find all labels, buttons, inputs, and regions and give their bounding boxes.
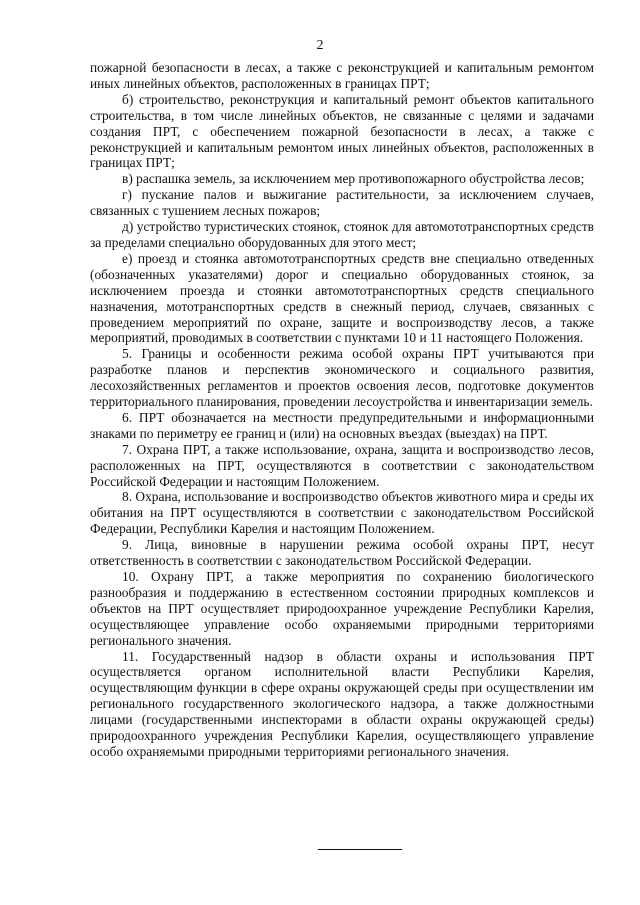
- paragraph-item-b: б) строительство, реконструкция и капитальный ремонт объектов капитального строительства, в том числе линейных объектов, не связанные с целями и задачами создания ПРТ, с обеспечением пожарной безопасности в лесах, а также с реконструкцией и капитальным ремонтом иных линейных объектов, расположенных в границах ПРТ;: [90, 91, 594, 171]
- paragraph-10: 10. Охрану ПРТ, а также мероприятия по сохранению биологического разнообразия и поддержанию в естественном состоянии природных комплексов и объектов на ПРТ осуществляет природоохранное учреждение Республики Карелия, осуществляющее управление особо охраняемыми природными территориями регионального значения.: [90, 569, 594, 648]
- paragraph-7: 7. Охрана ПРТ, а также использование, охрана, защита и воспроизводство лесов, расположенных на ПРТ, осуществляются в соответствии с законодательством Российской Федерации и настоящим Положением.: [90, 441, 594, 489]
- paragraph-11: 11. Государственный надзор в области охраны и использования ПРТ осуществляется органом исполнительной власти Республики Карелия, осуществляющим функции в сфере охраны окружающей среды при осуществлении им регионального государственного экологического надзора, а также должностными лицами (государственными инспекторами в области охраны окружающей среды) природоохранного учреждения Республики Карелия, осуществляющего управление особо охраняемыми природными территориями регионального значения.: [90, 648, 594, 759]
- paragraph-item-v: в) распашка земель, за исключением мер противопожарного обустройства лесов;: [122, 171, 585, 187]
- paragraph-5: 5. Границы и особенности режима особой охраны ПРТ учитываются при разработке планов и перспектив экономического и социального развития, лесохозяйственных регламентов и проектов освоения лесов, подготовке документов территориального планирования, проведении лесоустройства и инвентаризации земель.: [90, 346, 594, 410]
- paragraph-item-g: г) пускание палов и выжигание растительности, за исключением случаев, связанных с тушением лесных пожаров;: [90, 187, 594, 219]
- end-separator-line: [318, 849, 402, 850]
- document-body: [90, 60, 594, 760]
- page-number: 2: [316, 38, 324, 53]
- paragraph-item-e: е) проезд и стоянка автомототранспортных средств вне специально отведенных (обозначенных указателями) дорог и специально оборудованных стоянок, за исключением проезда и стоянки автомототранспортных средств специального назначения, мототранспортных средств в снежный период, случаев, связанных с проведением мероприятий по охране, защите и воспроизводству лесов, а также мероприятий, проводимых в соответствии с пунктами 10 и 11 настоящего Положения.: [90, 250, 594, 346]
- paragraph-9: 9. Лица, виновные в нарушении режима особой охраны ПРТ, несут ответственность в соответствии с законодательством Российской Федерации.: [90, 537, 594, 569]
- paragraph-6: 6. ПРТ обозначается на местности предупредительными и информационными знаками по периметру ее границ и (или) на основных въездах (выездах) на ПРТ.: [90, 409, 594, 441]
- paragraph-item-d: д) устройство туристических стоянок, стоянок для автомототранспортных средств за пределами специально оборудованных для этого мест;: [90, 219, 594, 250]
- paragraph-8: 8. Охрана, использование и воспроизводство объектов животного мира и среды их обитания на ПРТ осуществляются в соответствии с законодательством Российской Федерации, Республики Карелия и настоящим Положением.: [90, 489, 594, 537]
- paragraph-continuation: пожарной безопасности в лесах, а также с реконструкцией и капитальным ремонтом иных линейных объектов, расположенных в границах ПРТ;: [90, 60, 594, 91]
